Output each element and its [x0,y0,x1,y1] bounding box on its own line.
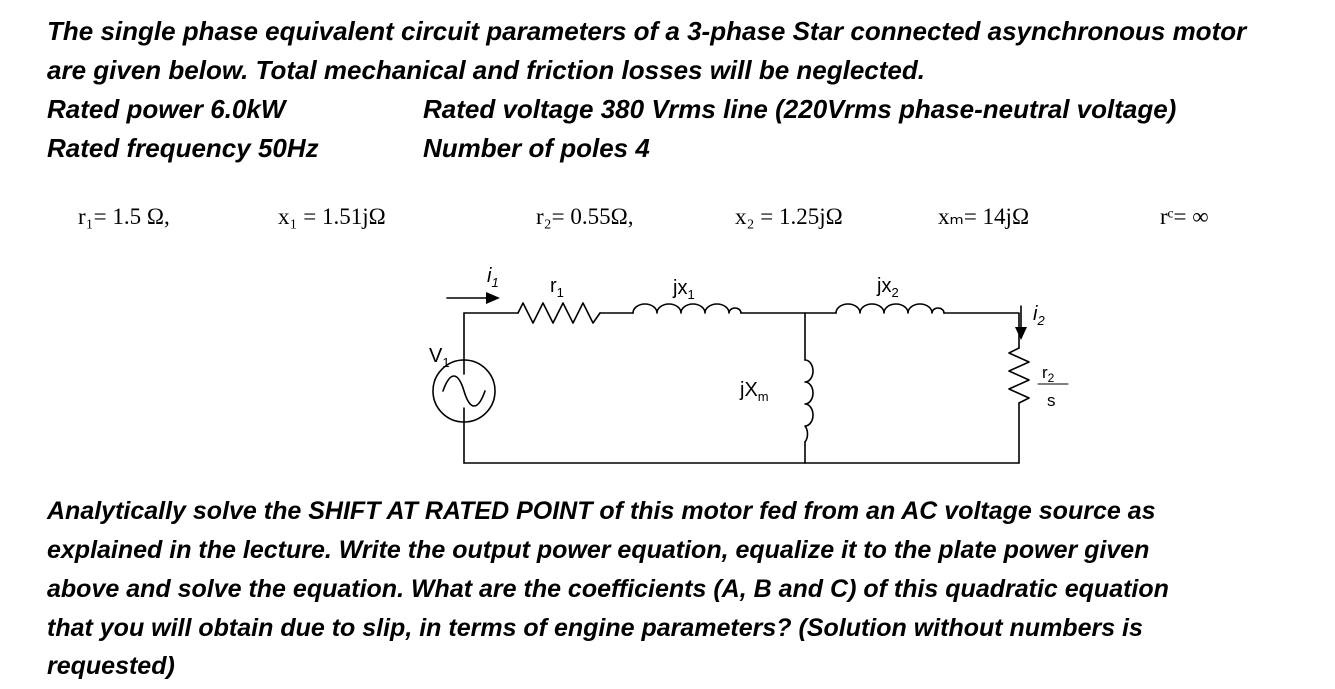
inductor-jxm [805,360,813,442]
param-xm: xₘ= 14jΩ [938,204,1030,229]
question-line-5: requested) [47,652,175,680]
label-r1: $r_1$ [550,275,564,300]
intro-line-2: are given below. Total mechanical and friction losses will be neglected. [47,55,925,85]
rated-voltage: Rated voltage 380 Vrms line (220Vrms phase-neutral voltage) [423,94,1177,124]
arrowhead-i2 [1015,327,1027,340]
param-r1: r₁= 1.5 Ω, [78,204,170,229]
wire-x2-right [944,313,1019,348]
label-jxm: $jX_m$ [740,379,769,404]
label-r2: $r_2$ [1042,363,1055,385]
arrowhead-i1 [486,292,500,304]
resistor-r2s [1009,348,1029,403]
label-jx1: $jx_1$ [673,277,695,302]
label-i1: $i_1$ [487,265,499,290]
rated-frequency: Rated frequency 50Hz [47,133,319,163]
param-x1: x₁ = 1.51jΩ [278,204,386,229]
param-r2: r₂= 0.55Ω, [536,204,634,229]
inductor-jx1 [633,304,741,313]
rated-power: Rated power 6.0kW [47,94,286,124]
number-of-poles: Number of poles 4 [423,133,650,163]
resistor-r1 [518,303,600,323]
question-line-4: that you will obtain due to slip, in terms of engine parameters? (Solution without numbers is [47,614,1143,642]
label-i2: $i_2$ [1033,303,1045,328]
question-line-2: explained in the lecture. Write the output power equation, equalize it to the plate power given [47,536,1150,564]
intro-line-1: The single phase equivalent circuit parameters of a 3-phase Star connected asynchronous motor [47,16,1247,46]
inductor-jx2 [836,304,944,313]
label-v1: $V_1$ [429,345,450,370]
question-line-3: above and solve the equation. What are the coefficients (A, B and C) of this quadratic equation [47,575,1169,603]
param-rc: rᶜ= ∞ [1160,204,1209,229]
ac-source-sine [443,376,485,406]
label-s: s [1047,391,1056,410]
param-x2: x₂ = 1.25jΩ [735,204,843,229]
label-jx2: $jx_2$ [877,275,899,300]
question-line-1: Analytically solve the SHIFT AT RATED POINT of this motor fed from an AC voltage source as [47,497,1156,525]
